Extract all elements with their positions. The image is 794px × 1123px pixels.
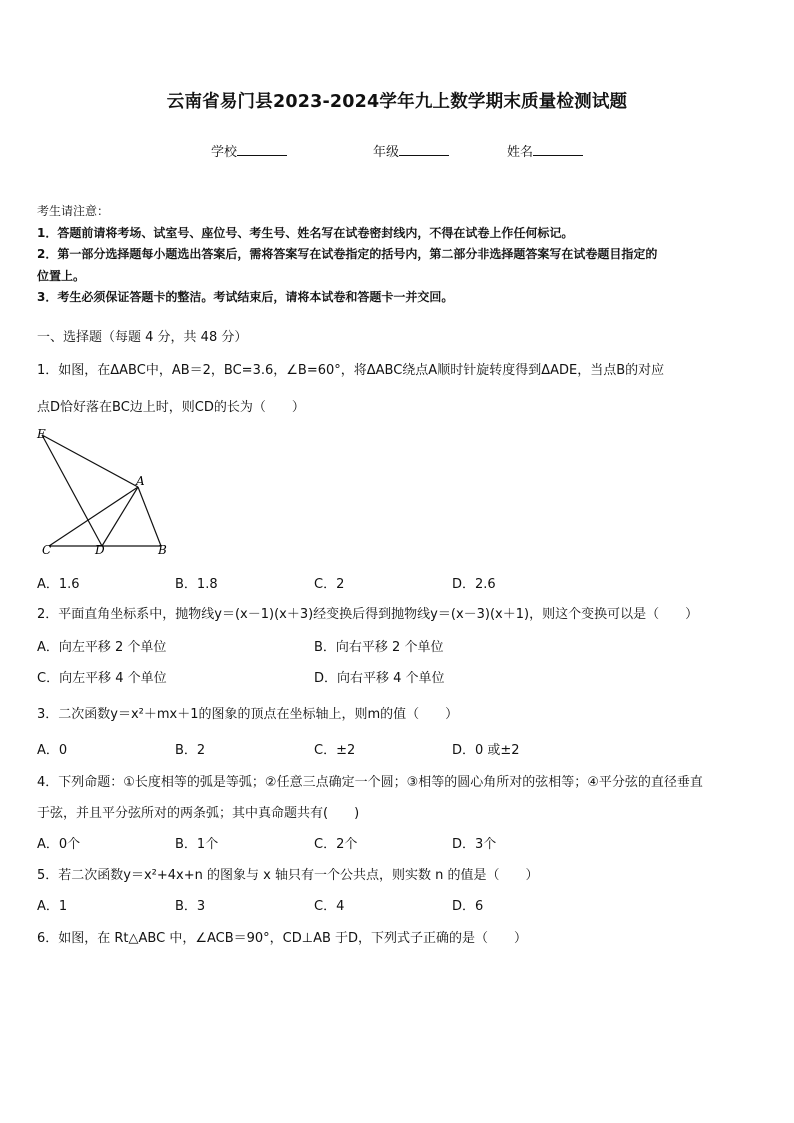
q5-option-b[interactable]: B．3: [175, 899, 206, 914]
q2-option-a[interactable]: A．向左平移 2 个单位: [37, 640, 167, 655]
label-d: D: [95, 543, 105, 557]
note-item: 2．第一部分选择题每小题选出答案后，需将答案写在试卷指定的括号内，第二部分非选择题答案写在试卷题目指定的: [37, 247, 658, 261]
question-2-text: 2．平面直角坐标系中，抛物线y＝(x－1)(x＋3)经变换后得到抛物线y＝(x－3)(x＋1)，则这个变换可以是（ ）: [37, 607, 699, 622]
name-field: [507, 141, 583, 160]
grade-blank[interactable]: [399, 143, 449, 156]
grade-field: [373, 141, 449, 160]
question-4-text: 4．下列命题：①长度相等的弧是等弧；②任意三点确定一个圆；③相等的圆心角所对的弦相等；④平分弦的直径垂直: [37, 775, 703, 790]
note-item: 3．考生必须保证答题卡的整洁。考试结束后，请将本试卷和答题卡一并交回。: [37, 290, 454, 304]
q1-option-b[interactable]: B．1.8: [175, 577, 218, 592]
q4-option-d[interactable]: D．3个: [452, 837, 497, 852]
q3-option-a[interactable]: A．0: [37, 743, 68, 758]
name-label: 姓名: [507, 145, 534, 160]
q1-option-a[interactable]: A．1.6: [37, 577, 80, 592]
q2-option-c[interactable]: C．向左平移 4 个单位: [37, 671, 167, 686]
q2-option-b[interactable]: B．向右平移 2 个单位: [314, 640, 444, 655]
q4-option-a[interactable]: A．0个: [37, 837, 81, 852]
q4-option-b[interactable]: B．1个: [175, 837, 219, 852]
q3-option-d[interactable]: D．0 或±2: [452, 743, 520, 758]
question-3-text: 3．二次函数y＝x²＋mx＋1的图象的顶点在坐标轴上，则m的值（ ）: [37, 707, 459, 722]
school-blank[interactable]: [237, 143, 287, 156]
q1-option-d[interactable]: D．2.6: [452, 577, 496, 592]
grade-label: 年级: [373, 145, 400, 160]
section-heading: 一、选择题（每题 4 分，共 48 分）: [37, 330, 248, 345]
school-label: 学校: [211, 145, 238, 160]
question-1-text: 1．如图，在ΔABC中，AB＝2，BC=3.6，∠B=60°，将ΔABC绕点A顺时针旋转度得到ΔADE，当点B的对应: [37, 363, 665, 378]
q1-option-c[interactable]: C．2: [314, 577, 345, 592]
name-blank[interactable]: [533, 143, 583, 156]
question-1-text-cont: 点D恰好落在BC边上时，则CD的长为（ ）: [37, 400, 305, 415]
q4-option-c[interactable]: C．2个: [314, 837, 358, 852]
question-4-text-cont: 于弦，并且平分弦所对的两条弧；其中真命题共有( ): [37, 806, 360, 821]
page-title: 云南省易门县2023-2024学年九上数学期末质量检测试题: [166, 92, 628, 112]
q5-option-c[interactable]: C．4: [314, 899, 345, 914]
q3-option-b[interactable]: B．2: [175, 743, 206, 758]
label-a: A: [136, 474, 145, 488]
question-6-text: 6．如图，在 Rt△ABC 中，∠ACB＝90°，CD⊥AB 于D，下列式子正确的是（ ）: [37, 931, 528, 946]
note-item: 位置上。: [37, 268, 86, 283]
question-1-figure: [30, 420, 180, 560]
school-field: [211, 141, 287, 160]
q3-option-c[interactable]: C．±2: [314, 743, 356, 758]
q5-option-a[interactable]: A．1: [37, 899, 68, 914]
segment-da: [102, 487, 138, 546]
label-e: E: [37, 427, 46, 441]
note-item: 1．答题前请将考场、试室号、座位号、考生号、姓名写在试卷密封线内，不得在试卷上作任何标记。: [37, 225, 574, 240]
question-5-text: 5．若二次函数y＝x²+4x+n 的图象与 x 轴只有一个公共点，则实数 n 的值是（ ）: [37, 868, 539, 883]
notes-heading: 考生请注意：: [37, 204, 110, 218]
exam-notes: [37, 201, 759, 309]
label-c: C: [42, 543, 52, 557]
q2-option-d[interactable]: D．向右平移 4 个单位: [314, 671, 445, 686]
label-b: B: [158, 543, 167, 557]
segment-ab: [138, 487, 161, 546]
segment-ca: [49, 487, 138, 546]
q5-option-d[interactable]: D．6: [452, 899, 484, 914]
